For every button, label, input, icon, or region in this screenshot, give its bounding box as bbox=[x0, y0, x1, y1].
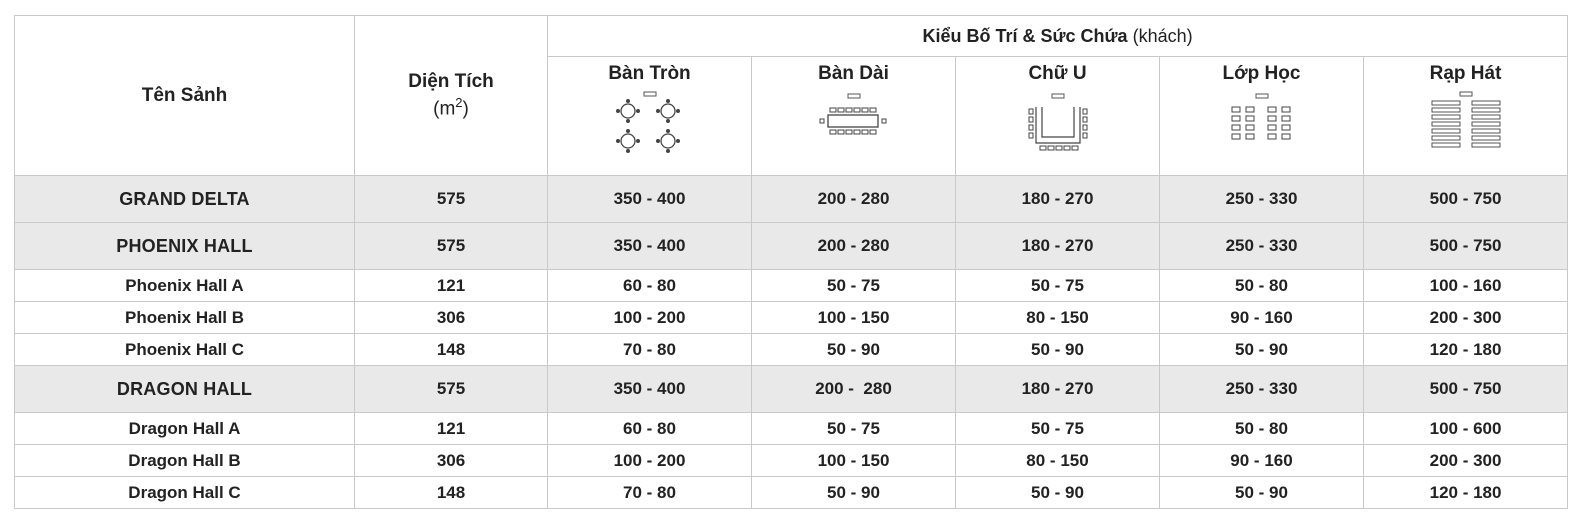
capacity-classroom: 50 - 90 bbox=[1160, 334, 1364, 366]
hall-name: Phoenix Hall C bbox=[15, 334, 355, 366]
theater-icon bbox=[1426, 91, 1506, 157]
capacity-classroom: 250 - 330 bbox=[1160, 176, 1364, 223]
hall-area: 121 bbox=[355, 270, 548, 302]
capacity-long: 100 - 150 bbox=[752, 302, 956, 334]
hall-name: DRAGON HALL bbox=[15, 366, 355, 413]
hall-area: 121 bbox=[355, 413, 548, 445]
capacity-table-container bbox=[14, 15, 1568, 509]
capacity-classroom: 250 - 330 bbox=[1160, 223, 1364, 270]
capacity-long: 50 - 75 bbox=[752, 413, 956, 445]
capacity-theater: 100 - 600 bbox=[1364, 413, 1568, 445]
capacity-round: 350 - 400 bbox=[548, 176, 752, 223]
capacity-u: 50 - 75 bbox=[956, 413, 1160, 445]
capacity-table bbox=[14, 15, 1568, 509]
hall-area: 575 bbox=[355, 176, 548, 223]
capacity-u: 180 - 270 bbox=[956, 366, 1160, 413]
capacity-classroom: 50 - 80 bbox=[1160, 413, 1364, 445]
capacity-theater: 500 - 750 bbox=[1364, 176, 1568, 223]
capacity-classroom: 50 - 80 bbox=[1160, 270, 1364, 302]
capacity-round: 350 - 400 bbox=[548, 223, 752, 270]
capacity-round: 70 - 80 bbox=[548, 334, 752, 366]
capacity-classroom: 50 - 90 bbox=[1160, 477, 1364, 509]
hall-area: 306 bbox=[355, 445, 548, 477]
layout-header-long: Bàn Dài bbox=[752, 57, 956, 176]
hall-name-header: Tên Sảnh bbox=[15, 16, 355, 176]
capacity-u: 50 - 90 bbox=[956, 477, 1160, 509]
hall-area: 148 bbox=[355, 334, 548, 366]
capacity-theater: 500 - 750 bbox=[1364, 223, 1568, 270]
capacity-u: 180 - 270 bbox=[956, 223, 1160, 270]
round-table-icon bbox=[610, 91, 690, 157]
capacity-theater: 200 - 300 bbox=[1364, 445, 1568, 477]
layout-header-classroom: Lớp Học bbox=[1160, 57, 1364, 176]
hall-name: GRAND DELTA bbox=[15, 176, 355, 223]
hall-name: Dragon Hall C bbox=[15, 477, 355, 509]
capacity-long: 200 - 280 bbox=[752, 366, 956, 413]
table-row bbox=[15, 413, 1568, 445]
capacity-theater: 120 - 180 bbox=[1364, 334, 1568, 366]
capacity-classroom: 90 - 160 bbox=[1160, 302, 1364, 334]
hall-name: Dragon Hall B bbox=[15, 445, 355, 477]
table-row bbox=[15, 270, 1568, 302]
table-row bbox=[15, 334, 1568, 366]
capacity-u: 50 - 90 bbox=[956, 334, 1160, 366]
table-row bbox=[15, 176, 1568, 223]
area-header: Diện Tích $(m^2)$ bbox=[355, 16, 548, 176]
capacity-long: 200 - 280 bbox=[752, 176, 956, 223]
capacity-round: 350 - 400 bbox=[548, 366, 752, 413]
capacity-long: 50 - 90 bbox=[752, 334, 956, 366]
hall-name: Phoenix Hall B bbox=[15, 302, 355, 334]
capacity-u: 50 - 75 bbox=[956, 270, 1160, 302]
u-shape-icon bbox=[1018, 91, 1098, 157]
hall-area: 148 bbox=[355, 477, 548, 509]
capacity-round: 100 - 200 bbox=[548, 445, 752, 477]
table-row bbox=[15, 366, 1568, 413]
header-row-top bbox=[15, 16, 1568, 57]
long-table-icon bbox=[814, 91, 894, 157]
capacity-u: 180 - 270 bbox=[956, 176, 1160, 223]
layout-capacity-header: Kiểu Bố Trí & Sức Chứa (khách) bbox=[548, 16, 1568, 57]
hall-name: Dragon Hall A bbox=[15, 413, 355, 445]
capacity-round: 100 - 200 bbox=[548, 302, 752, 334]
capacity-theater: 100 - 160 bbox=[1364, 270, 1568, 302]
capacity-classroom: 90 - 160 bbox=[1160, 445, 1364, 477]
hall-area: 306 bbox=[355, 302, 548, 334]
capacity-long: 50 - 90 bbox=[752, 477, 956, 509]
layout-header-u: Chữ U bbox=[956, 57, 1160, 176]
table-row bbox=[15, 445, 1568, 477]
layout-header-round: Bàn Tròn bbox=[548, 57, 752, 176]
hall-area: 575 bbox=[355, 366, 548, 413]
table-row bbox=[15, 223, 1568, 270]
classroom-icon bbox=[1222, 91, 1302, 157]
capacity-long: 50 - 75 bbox=[752, 270, 956, 302]
capacity-theater: 120 - 180 bbox=[1364, 477, 1568, 509]
capacity-long: 200 - 280 bbox=[752, 223, 956, 270]
capacity-round: 70 - 80 bbox=[548, 477, 752, 509]
capacity-table-body bbox=[15, 176, 1568, 509]
capacity-long: 100 - 150 bbox=[752, 445, 956, 477]
capacity-u: 80 - 150 bbox=[956, 445, 1160, 477]
layout-header-theater: Rạp Hát bbox=[1364, 57, 1568, 176]
capacity-theater: 200 - 300 bbox=[1364, 302, 1568, 334]
hall-name: PHOENIX HALL bbox=[15, 223, 355, 270]
table-row bbox=[15, 302, 1568, 334]
hall-area: 575 bbox=[355, 223, 548, 270]
capacity-classroom: 250 - 330 bbox=[1160, 366, 1364, 413]
capacity-theater: 500 - 750 bbox=[1364, 366, 1568, 413]
capacity-u: 80 - 150 bbox=[956, 302, 1160, 334]
area-unit: $(m^2)$ bbox=[433, 94, 469, 120]
table-row bbox=[15, 477, 1568, 509]
capacity-round: 60 - 80 bbox=[548, 413, 752, 445]
hall-name: Phoenix Hall A bbox=[15, 270, 355, 302]
capacity-round: 60 - 80 bbox=[548, 270, 752, 302]
